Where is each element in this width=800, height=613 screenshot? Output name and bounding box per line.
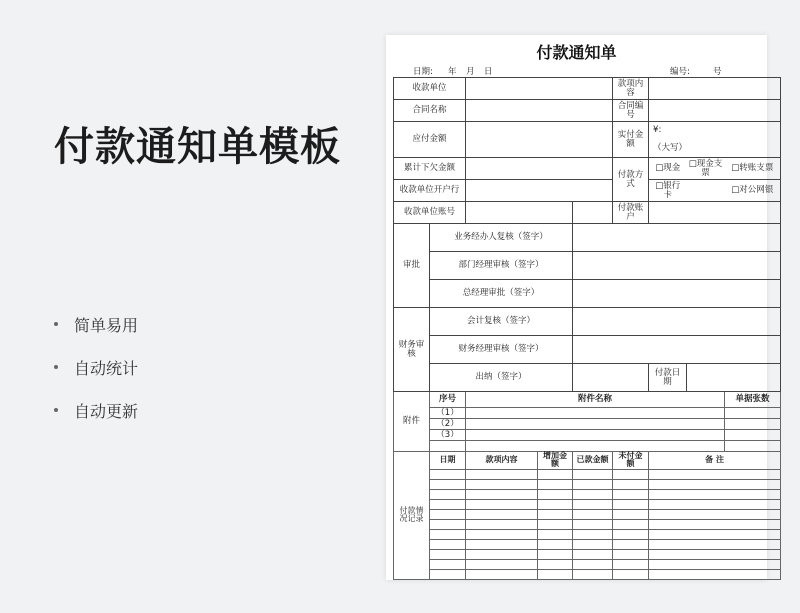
bullet-dot-icon bbox=[54, 408, 58, 412]
transfer-check-checkbox: □转账支票 bbox=[725, 158, 781, 180]
contract-name-value bbox=[466, 100, 613, 122]
bank-card-checkbox: □银行卡 bbox=[649, 180, 687, 202]
attachment-row-no bbox=[430, 441, 466, 452]
feature-list bbox=[54, 313, 138, 442]
accumulated-owed-value bbox=[466, 158, 613, 180]
attachment-row-no: （3） bbox=[430, 430, 466, 441]
finance-signature bbox=[573, 336, 781, 364]
amount-due-label: 应付金额 bbox=[394, 122, 466, 158]
attachment-row-count bbox=[725, 408, 781, 419]
approval-label: 审批 bbox=[394, 224, 430, 308]
attachments-label: 附件 bbox=[394, 392, 430, 452]
contract-name-label: 合同名称 bbox=[394, 100, 466, 122]
payee-account-label: 收款单位账号 bbox=[394, 202, 466, 224]
records-header-date: 日期 bbox=[430, 452, 466, 470]
record-row bbox=[394, 519, 781, 529]
records-header-increase: 增加金额 bbox=[538, 452, 573, 470]
record-row bbox=[394, 479, 781, 489]
attachment-row-no: （1） bbox=[430, 408, 466, 419]
record-row bbox=[394, 529, 781, 539]
payment-form-table bbox=[393, 77, 781, 580]
feature-item bbox=[54, 356, 138, 378]
finance-item: 会计复核（签字） bbox=[430, 308, 573, 336]
payment-account-label: 付款账户 bbox=[613, 202, 649, 224]
finance-item: 财务经理审核（签字） bbox=[430, 336, 573, 364]
approval-signature bbox=[573, 280, 781, 308]
payee-unit-label: 收款单位 bbox=[394, 78, 466, 100]
record-row bbox=[394, 549, 781, 559]
attachment-row-count bbox=[725, 441, 781, 452]
feature-label: 自动更新 bbox=[74, 401, 139, 421]
records-header-unpaid: 未付金额 bbox=[613, 452, 649, 470]
accumulated-owed-label: 累计下欠金额 bbox=[394, 158, 466, 180]
capital-label: （大写） bbox=[649, 140, 781, 158]
date-label: 日期: bbox=[413, 67, 433, 77]
record-row bbox=[394, 469, 781, 479]
payment-method-label: 付款方式 bbox=[613, 158, 649, 202]
finance-signature bbox=[573, 308, 781, 336]
feature-label: 自动统计 bbox=[74, 358, 139, 378]
empty-cell bbox=[687, 180, 725, 202]
number-label: 编号: bbox=[670, 67, 690, 77]
feature-item bbox=[54, 313, 138, 335]
payee-account-extra bbox=[573, 202, 613, 224]
attachment-row-no: （2） bbox=[430, 419, 466, 430]
payee-bank-value bbox=[466, 180, 613, 202]
amount-due-value bbox=[466, 122, 613, 158]
approval-item: 总经理审批（签字） bbox=[430, 280, 573, 308]
cash-check-checkbox: □现金支票 bbox=[687, 158, 725, 180]
actual-amount-label: 实付金额 bbox=[613, 122, 649, 158]
attachment-row-count bbox=[725, 419, 781, 430]
records-header-paid: 已款金额 bbox=[573, 452, 613, 470]
contract-no-value bbox=[649, 100, 781, 122]
attachments-header-name: 附件名称 bbox=[466, 392, 725, 408]
record-row bbox=[394, 539, 781, 549]
day-label: 日 bbox=[484, 67, 493, 77]
record-row bbox=[394, 499, 781, 509]
attachments-header-count: 单据张数 bbox=[725, 392, 781, 408]
payee-bank-label: 收款单位开户行 bbox=[394, 180, 466, 202]
records-label: 付款情况记录 bbox=[394, 452, 430, 580]
payment-date-value bbox=[687, 364, 781, 392]
approval-signature bbox=[573, 224, 781, 252]
cashier-label: 出纳（签字） bbox=[430, 364, 573, 392]
records-header-content: 款项内容 bbox=[466, 452, 538, 470]
payment-date-label: 付款日期 bbox=[649, 364, 687, 392]
bullet-dot-icon bbox=[54, 322, 58, 326]
feature-label: 简单易用 bbox=[74, 315, 139, 335]
attachments-header-no: 序号 bbox=[430, 392, 466, 408]
approval-item: 业务经办人复核（签字） bbox=[430, 224, 573, 252]
payment-account-value bbox=[649, 202, 781, 224]
number-suffix: 号 bbox=[713, 67, 722, 77]
cash-checkbox: □现金 bbox=[649, 158, 687, 180]
approval-item: 部门经理审核（签字） bbox=[430, 252, 573, 280]
attachment-row-name bbox=[466, 419, 725, 430]
cashier-signature bbox=[573, 364, 649, 392]
item-content-label: 款项内容 bbox=[613, 78, 649, 100]
attachment-row-name bbox=[466, 441, 725, 452]
records-header-remarks: 备 注 bbox=[649, 452, 781, 470]
payee-unit-value bbox=[466, 78, 613, 100]
attachment-row-name bbox=[466, 408, 725, 419]
record-row bbox=[394, 569, 781, 579]
record-row bbox=[394, 559, 781, 569]
public-online-checkbox: □对公网银 bbox=[725, 180, 781, 202]
attachment-row-name bbox=[466, 430, 725, 441]
attachment-row-count bbox=[725, 430, 781, 441]
form-title: 付款通知单 bbox=[536, 43, 617, 62]
approval-signature bbox=[573, 252, 781, 280]
payee-account-value bbox=[466, 202, 573, 224]
bullet-dot-icon bbox=[54, 365, 58, 369]
finance-label: 财务审核 bbox=[394, 308, 430, 392]
month-label: 月 bbox=[466, 67, 475, 77]
year-label: 年 bbox=[448, 67, 457, 77]
feature-item bbox=[54, 399, 138, 421]
record-row bbox=[394, 509, 781, 519]
yen-label: ¥: bbox=[649, 122, 781, 140]
record-row bbox=[394, 489, 781, 499]
contract-no-label: 合同编号 bbox=[613, 100, 649, 122]
form-preview bbox=[386, 35, 774, 580]
item-content-value bbox=[649, 78, 781, 100]
page-title: 付款通知单模板 bbox=[54, 124, 341, 170]
